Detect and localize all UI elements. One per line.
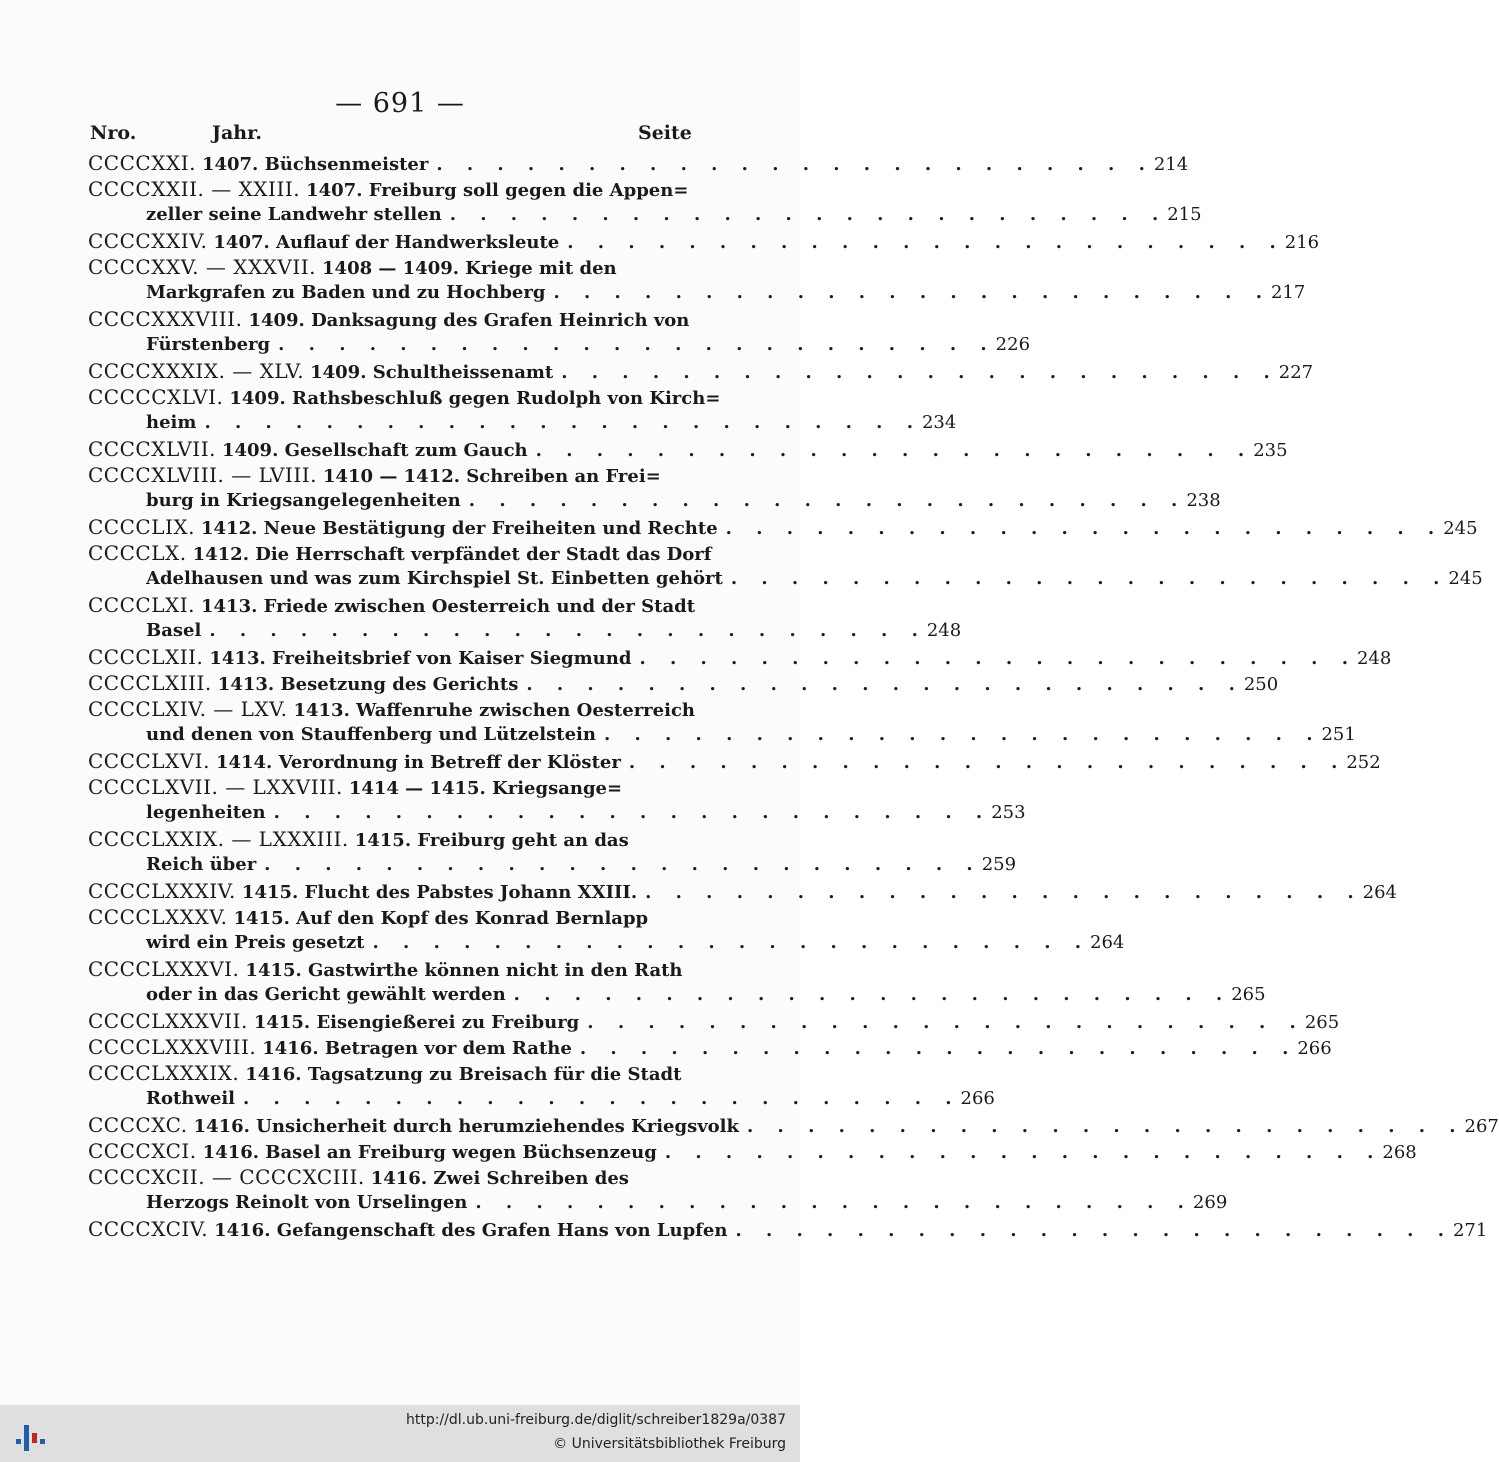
entry-title: Fürstenberg	[146, 334, 271, 355]
index-entry	[88, 540, 712, 566]
entry-page-number: 267	[1464, 1116, 1499, 1137]
entry-number: CCCCLXXXIV.	[88, 879, 236, 903]
entry-page-number: 265	[1304, 1012, 1340, 1033]
index-entry	[88, 254, 686, 280]
index-entry	[88, 774, 686, 800]
entry-leader-dots: . . . . . . . . . . . . . . . . . . . . . . . .	[587, 1012, 1305, 1033]
entry-leader-dots: . . . . . . . . . . . . . . . . . . . . . . . .	[747, 1116, 1465, 1137]
copyright-text: © Universitätsbibliothek Freiburg	[553, 1436, 786, 1452]
entry-leader-dots: . . . . . . . . . . . . . . . . . . . . . . . .	[579, 1038, 1298, 1059]
index-entry	[88, 852, 1017, 878]
entry-page-number: 248	[926, 620, 962, 641]
entry-number: CCCCCXLVI.	[88, 385, 224, 409]
entry-leader-dots: . . . . . . . . . . . . . . . . . . . . . . . .	[513, 984, 1232, 1005]
entry-leader-dots: . . . . . . . . . . . . . . . . . . . . . . . .	[204, 412, 922, 433]
index-entry	[88, 982, 1266, 1008]
index-entry	[88, 150, 1189, 176]
index-entry	[88, 280, 1306, 306]
entry-page-number: 269	[1192, 1192, 1228, 1213]
entry-title: 1416. Gefangenschaft des Grafen Hans von Lupfen	[214, 1220, 728, 1241]
entry-page-number: 253	[991, 802, 1026, 823]
entry-leader-dots: . . . . . . . . . . . . . . . . . . . . . . . .	[735, 1220, 1453, 1241]
entry-number: CCCCXLVIII. — LVIII.	[88, 463, 317, 487]
index-entry	[88, 670, 1279, 696]
entry-page-number: 226	[995, 334, 1031, 355]
page-number: — 691 —	[335, 88, 465, 119]
entry-page-number: 245	[1448, 568, 1483, 589]
entry-number: CCCCXXXVIII.	[88, 307, 243, 331]
header-jahr: Jahr.	[212, 122, 262, 144]
index-entry	[88, 202, 1202, 228]
index-entry	[88, 1034, 1332, 1060]
index-entry	[88, 618, 962, 644]
entry-number: CCCCLXVII. — LXXVIII.	[88, 775, 343, 799]
entry-number: CCCCXCIV.	[88, 1217, 209, 1241]
entry-number: CCCCLXXXV.	[88, 905, 228, 929]
entry-title: 1415. Freiburg geht an das	[354, 830, 629, 851]
entry-leader-dots: . . . . . . . . . . . . . . . . . . . . . . . .	[436, 154, 1154, 175]
entry-title: 1416. Zwei Schreiben des	[370, 1168, 629, 1189]
entry-title: 1416. Unsicherheit durch herumziehendes Kriegsvolk	[193, 1116, 739, 1137]
entry-leader-dots: . . . . . . . . . . . . . . . . . . . . . . . .	[553, 282, 1271, 303]
entry-number: CCCCLXXXVI.	[88, 957, 240, 981]
entry-title: 1412. Die Herrschaft verpfändet der Stadt das Dorf	[192, 544, 712, 565]
entry-page-number: 250	[1243, 674, 1279, 695]
entry-title: 1414 — 1415. Kriegsange=	[348, 778, 623, 799]
entry-title: Reich über	[146, 854, 257, 875]
entry-title: 1407. Freiburg soll gegen die Appen=	[306, 180, 689, 201]
entry-leader-dots: . . . . . . . . . . . . . . . . . . . . . . . .	[278, 334, 996, 355]
index-entry	[88, 384, 721, 410]
entry-title: Herzogs Reinolt von Urselingen	[146, 1192, 468, 1213]
entry-leader-dots: . . . . . . . . . . . . . . . . . . . . . . . .	[645, 882, 1363, 903]
entry-leader-dots: . . . . . . . . . . . . . . . . . . . . . . . .	[372, 932, 1091, 953]
index-entry	[88, 930, 1125, 956]
index-entry	[88, 826, 686, 852]
entry-page-number: 252	[1346, 752, 1381, 773]
entry-page-number: 259	[981, 854, 1017, 875]
index-entry	[88, 358, 1314, 384]
entry-title: 1416. Tagsatzung zu Breisach für die Stadt	[245, 1064, 682, 1085]
entry-number: CCCCLX.	[88, 541, 187, 565]
entry-page-number: 271	[1452, 1220, 1488, 1241]
entry-title: Basel	[146, 620, 202, 641]
index-entry	[88, 878, 1397, 904]
entry-title: 1407. Büchsenmeister	[201, 154, 429, 175]
entry-number: CCCCLXI.	[88, 593, 195, 617]
entry-number: CCCCLXVI.	[88, 749, 210, 773]
index-entry	[88, 514, 1478, 540]
entry-page-number: 251	[1321, 724, 1356, 745]
entry-number: CCCCXXII. — XXIII.	[88, 177, 301, 201]
index-entry	[88, 332, 1031, 358]
entry-number: CCCCXCII. — CCCCXCIII.	[88, 1165, 365, 1189]
entry-page-number: 234	[921, 412, 957, 433]
entry-leader-dots: . . . . . . . . . . . . . . . . . . . . . . . .	[273, 802, 992, 823]
entry-leader-dots: . . . . . . . . . . . . . . . . . . . . . . . .	[561, 362, 1279, 383]
entry-page-number: 264	[1362, 882, 1397, 903]
index-entry	[88, 1112, 1499, 1138]
entry-leader-dots: . . . . . . . . . . . . . . . . . . . . . . . .	[243, 1088, 961, 1109]
index-entry	[88, 644, 1392, 670]
entry-page-number: 266	[1297, 1038, 1332, 1059]
index-entry	[88, 1216, 1488, 1242]
index-entry	[88, 904, 686, 930]
index-entry	[88, 176, 689, 202]
index-entry	[88, 696, 695, 722]
entry-title: 1412. Neue Bestätigung der Freiheiten und Rechte	[201, 518, 718, 539]
entry-number: CCCCXXV. — XXXVII.	[88, 255, 317, 279]
entry-leader-dots: . . . . . . . . . . . . . . . . . . . . . . . .	[449, 204, 1168, 225]
entry-title: Adelhausen und was zum Kirchspiel St. Einbetten gehört	[146, 568, 723, 589]
entry-leader-dots: . . . . . . . . . . . . . . . . . . . . . . . .	[725, 518, 1444, 539]
header-nro: Nro.	[90, 122, 137, 144]
entry-page-number: 238	[1186, 490, 1221, 511]
index-entry	[88, 748, 1381, 774]
entry-leader-dots: . . . . . . . . . . . . . . . . . . . . . . . .	[567, 232, 1285, 253]
entry-page-number: 216	[1284, 232, 1320, 253]
entry-title: burg in Kriegsangelegenheiten	[146, 490, 461, 511]
entry-title: 1413. Besetzung des Gerichts	[217, 674, 519, 695]
entry-number: CCCCLXXXIX.	[88, 1061, 240, 1085]
index-entry	[88, 436, 1288, 462]
entry-number: CCCCXLVII.	[88, 437, 216, 461]
footer-bar	[0, 1405, 800, 1462]
entry-title: 1415. Gastwirthe können nicht in den Rath	[245, 960, 683, 981]
entry-page-number: 268	[1382, 1142, 1417, 1163]
entry-leader-dots: . . . . . . . . . . . . . . . . . . . . . . . .	[603, 724, 1322, 745]
entry-title: und denen von Stauffenberg und Lützelstein	[146, 724, 596, 745]
index-entry	[88, 1138, 1417, 1164]
entry-leader-dots: . . . . . . . . . . . . . . . . . . . . . . . .	[209, 620, 927, 641]
index-entry	[88, 592, 696, 618]
entry-leader-dots: . . . . . . . . . . . . . . . . . . . . . . . .	[526, 674, 1244, 695]
entry-title: 1415. Eisengießerei zu Freiburg	[253, 1012, 580, 1033]
index-entry	[88, 228, 1320, 254]
entry-title: 1415. Auf den Kopf des Konrad Bernlapp	[233, 908, 649, 929]
entry-number: CCCCLIX.	[88, 515, 195, 539]
entry-title: Rothweil	[146, 1088, 235, 1109]
index-entry	[88, 722, 1356, 748]
entry-title: 1408 — 1409. Kriege mit den	[322, 258, 617, 279]
entry-page-number: 214	[1153, 154, 1189, 175]
entry-number: CCCCLXIII.	[88, 671, 212, 695]
entry-page-number: 215	[1167, 204, 1202, 225]
entry-title: Markgrafen zu Baden und zu Hochberg	[146, 282, 546, 303]
ub-freiburg-logo-icon[interactable]	[14, 1419, 50, 1455]
index-entry	[88, 800, 1026, 826]
entry-number: CCCCXXI.	[88, 151, 196, 175]
index-entry	[88, 1190, 1228, 1216]
entry-page-number: 217	[1270, 282, 1306, 303]
entry-page-number: 248	[1356, 648, 1392, 669]
entry-number: CCCCXXXIX. — XLV.	[88, 359, 305, 383]
entry-page-number: 264	[1090, 932, 1125, 953]
entry-page-number: 227	[1278, 362, 1314, 383]
entry-number: CCCCXXIV.	[88, 229, 208, 253]
entry-page-number: 245	[1443, 518, 1478, 539]
index-list	[88, 150, 1499, 1242]
index-entry	[88, 306, 690, 332]
index-entry	[88, 488, 1221, 514]
entry-leader-dots: . . . . . . . . . . . . . . . . . . . . . . . .	[628, 752, 1347, 773]
entry-title: 1416. Basel an Freiburg wegen Büchsenzeug	[202, 1142, 657, 1163]
index-entry	[88, 956, 686, 982]
entry-title: 1410 — 1412. Schreiben an Frei=	[322, 466, 661, 487]
index-entry	[88, 410, 957, 436]
entry-title: 1413. Friede zwischen Oesterreich und der Stadt	[201, 596, 696, 617]
entry-title: zeller seine Landwehr stellen	[146, 204, 442, 225]
entry-leader-dots: . . . . . . . . . . . . . . . . . . . . . . . .	[468, 490, 1187, 511]
entry-title: 1414. Verordnung in Betreff der Klöster	[215, 752, 621, 773]
entry-number: CCCCLXXXVII.	[88, 1009, 248, 1033]
entry-title: oder in das Gericht gewählt werden	[146, 984, 506, 1005]
entry-leader-dots: . . . . . . . . . . . . . . . . . . . . . . . .	[264, 854, 982, 875]
entry-leader-dots: . . . . . . . . . . . . . . . . . . . . . . . .	[475, 1192, 1193, 1213]
entry-number: CCCCLXII.	[88, 645, 204, 669]
entry-leader-dots: . . . . . . . . . . . . . . . . . . . . . . . .	[535, 440, 1254, 461]
entry-title: 1409. Danksagung des Grafen Heinrich von	[248, 310, 690, 331]
entry-leader-dots: . . . . . . . . . . . . . . . . . . . . . . . .	[664, 1142, 1383, 1163]
index-entry	[88, 462, 686, 488]
index-entry	[88, 1008, 1340, 1034]
entry-title: 1407. Auflauf der Handwerksleute	[213, 232, 560, 253]
entry-leader-dots: . . . . . . . . . . . . . . . . . . . . . . . .	[730, 568, 1449, 589]
index-entry	[88, 566, 1483, 592]
source-url-link[interactable]: http://dl.ub.uni-freiburg.de/diglit/schreiber1829a/0387	[406, 1412, 786, 1428]
entry-title: legenheiten	[146, 802, 266, 823]
entry-title: wird ein Preis gesetzt	[146, 932, 365, 953]
entry-page-number: 235	[1253, 440, 1288, 461]
header-seite: Seite	[638, 122, 692, 144]
entry-title: 1409. Gesellschaft zum Gauch	[221, 440, 528, 461]
entry-page-number: 265	[1231, 984, 1266, 1005]
index-entry	[88, 1086, 995, 1112]
entry-number: CCCCLXIV. — LXV.	[88, 697, 288, 721]
entry-title: heim	[146, 412, 197, 433]
index-entry	[88, 1060, 686, 1086]
entry-leader-dots: . . . . . . . . . . . . . . . . . . . . . . . .	[639, 648, 1357, 669]
entry-number: CCCCLXXIX. — LXXXIII.	[88, 827, 349, 851]
entry-title: 1409. Schultheissenamt	[310, 362, 554, 383]
entry-number: CCCCXCI.	[88, 1139, 197, 1163]
index-entry	[88, 1164, 686, 1190]
entry-title: 1415. Flucht des Pabstes Johann XXIII.	[241, 882, 638, 903]
entry-title: 1409. Rathsbeschluß gegen Rudolph von Kirch=	[229, 388, 721, 409]
entry-title: 1413. Waffenruhe zwischen Oesterreich	[293, 700, 695, 721]
entry-number: CCCCLXXXVIII.	[88, 1035, 257, 1059]
entry-number: CCCCXC.	[88, 1113, 188, 1137]
entry-title: 1413. Freiheitsbrief von Kaiser Siegmund	[209, 648, 632, 669]
entry-page-number: 266	[960, 1088, 995, 1109]
entry-title: 1416. Betragen vor dem Rathe	[262, 1038, 572, 1059]
